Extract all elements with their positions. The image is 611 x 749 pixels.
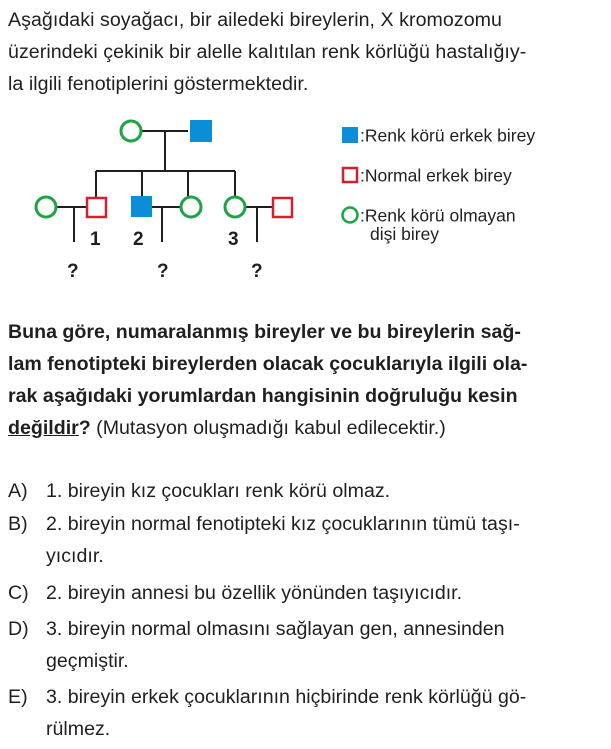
intro-text: [8, 4, 606, 100]
option-text: 2. bireyin normal fenotipteki kız çocuklarının tümü taşı-: [46, 513, 520, 535]
normal-male-square-icon: [340, 165, 360, 185]
spouse-2-normal-female-symbol: [181, 197, 201, 217]
question-stem: [8, 316, 608, 444]
option-letter: A): [8, 480, 28, 502]
individual-2-colorblind-male-symbol: [131, 196, 152, 217]
option-text: 1. bireyin kız çocukları renk körü olmaz.: [46, 480, 391, 502]
normal-female-circle-icon: [340, 205, 360, 225]
question-line-3: rak aşağıdaki yorumlardan hangisinin doğruluğu kesin: [8, 385, 518, 407]
label-2: 2: [133, 229, 144, 250]
colorblind-male-square-icon: [340, 125, 360, 145]
question-line-2: lam fenotipteki bireylerden olacak çocuklarıyla ilgili ola-: [8, 353, 528, 375]
question-line-1: Buna göre, numaralanmış bireyler ve bu bireylerin sağ-: [8, 321, 521, 343]
label-3: 3: [228, 229, 239, 250]
option-letter: C): [8, 582, 29, 604]
legend-affected-male: :Renk körü erkek birey: [340, 124, 535, 145]
intro-line-3: la ilgili fenotiplerini göstermektedir.: [8, 73, 309, 95]
question-line-4: değildir? (Mutasyon oluşmadığı kabul edilecektir.): [8, 417, 446, 439]
option-letter: E): [8, 686, 28, 708]
option-text-continued: rülmez.: [46, 718, 111, 740]
grandfather-colorblind-male-symbol: [190, 120, 212, 142]
negation-word: değildir: [8, 417, 79, 439]
unknown-child-1: ?: [67, 261, 79, 282]
intro-line-1: Aşağıdaki soyağacı, bir ailedeki bireylerin, X kromozomu: [8, 9, 502, 31]
pedigree-diagram: [0, 100, 330, 290]
spouse-1-normal-female-symbol: [36, 197, 56, 217]
option-text: 3. bireyin normal olmasını sağlayan gen, annesinden: [46, 618, 505, 640]
spouse-3-normal-male-symbol: [273, 198, 292, 217]
label-1: 1: [90, 229, 101, 250]
unknown-child-3: ?: [251, 261, 263, 282]
option-letter: D): [8, 618, 29, 640]
option-text: 2. bireyin annesi bu özellik yönünden taşıyıcıdır.: [46, 582, 463, 604]
legend-normal-female-line-2: dişi birey: [370, 224, 440, 244]
unknown-child-2: ?: [157, 261, 169, 282]
legend-normal-female: :Renk körü olmayan: [340, 204, 516, 225]
intro-line-2: üzerindeki çekinik bir alelle kalıtılan renk körlüğü hastalığıy-: [8, 41, 527, 63]
option-text-continued: yıcıdır.: [46, 545, 104, 567]
individual-1-normal-male-symbol: [87, 198, 106, 217]
individual-3-mother-normal-female-symbol: [225, 197, 245, 217]
option-text: 3. bireyin erkek çocuklarının hiçbirinde renk körlüğü gö-: [46, 686, 527, 708]
option-letter: B): [8, 513, 28, 535]
legend-normal-male: :Normal erkek birey: [340, 164, 512, 185]
grandmother-normal-female-symbol: [121, 121, 141, 141]
option-text-continued: geçmiştir.: [46, 650, 129, 672]
